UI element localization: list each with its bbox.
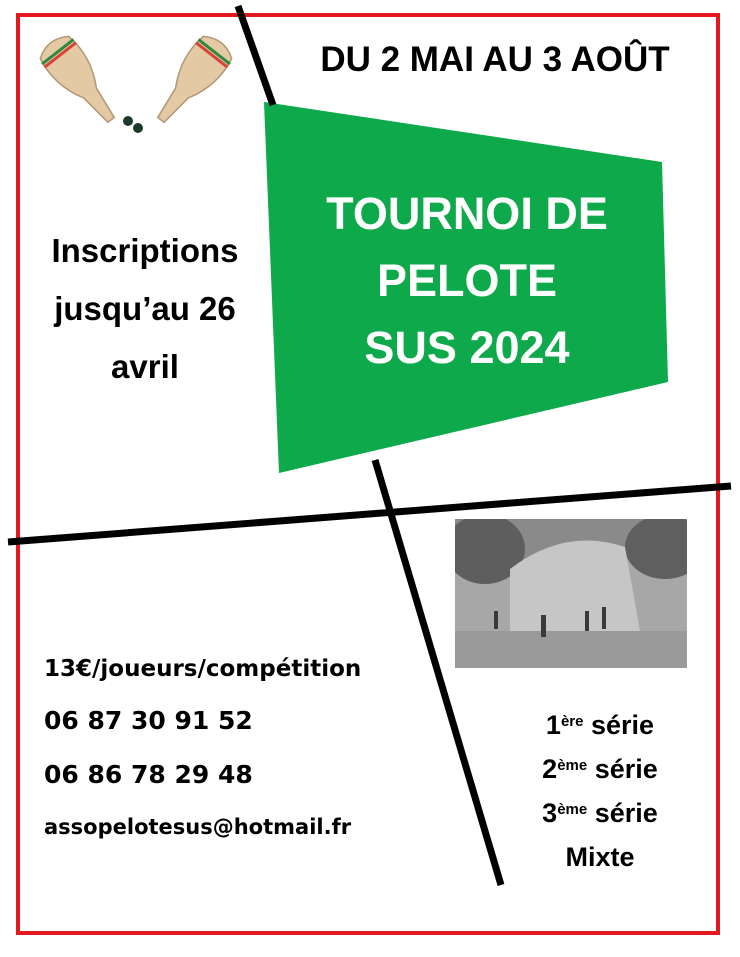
email-address[interactable]: assopelotesus@hotmail.fr xyxy=(44,815,352,839)
registration-line: avril xyxy=(111,348,179,385)
registration-line: jusqu’au 26 xyxy=(54,290,236,327)
divider-line-top xyxy=(238,6,273,105)
title-line: PELOTE xyxy=(376,255,558,306)
series-item: 2ème série xyxy=(542,754,658,784)
tournament-title xyxy=(282,180,652,381)
phone-number: 06 86 78 29 48 xyxy=(44,760,253,789)
series-item-mixte: Mixte xyxy=(565,842,635,872)
series-list xyxy=(520,703,680,879)
registration-line: Inscriptions xyxy=(51,232,239,269)
photo-graphic xyxy=(455,519,687,668)
price-per-player: 13€/joueurs/compétition xyxy=(44,656,362,682)
registration-deadline xyxy=(25,222,265,396)
title-line: SUS 2024 xyxy=(364,322,570,373)
pala-paddles-illustration xyxy=(35,30,237,133)
series-item: 3ème série xyxy=(542,798,658,828)
series-item: 1ère série xyxy=(545,710,655,740)
fronton-court-players-photo xyxy=(455,519,687,668)
tournament-dates: DU 2 MAI AU 3 AOÛT xyxy=(320,40,670,79)
phone-number: 06 87 30 91 52 xyxy=(44,706,253,735)
title-line: TOURNOI DE xyxy=(326,188,608,239)
